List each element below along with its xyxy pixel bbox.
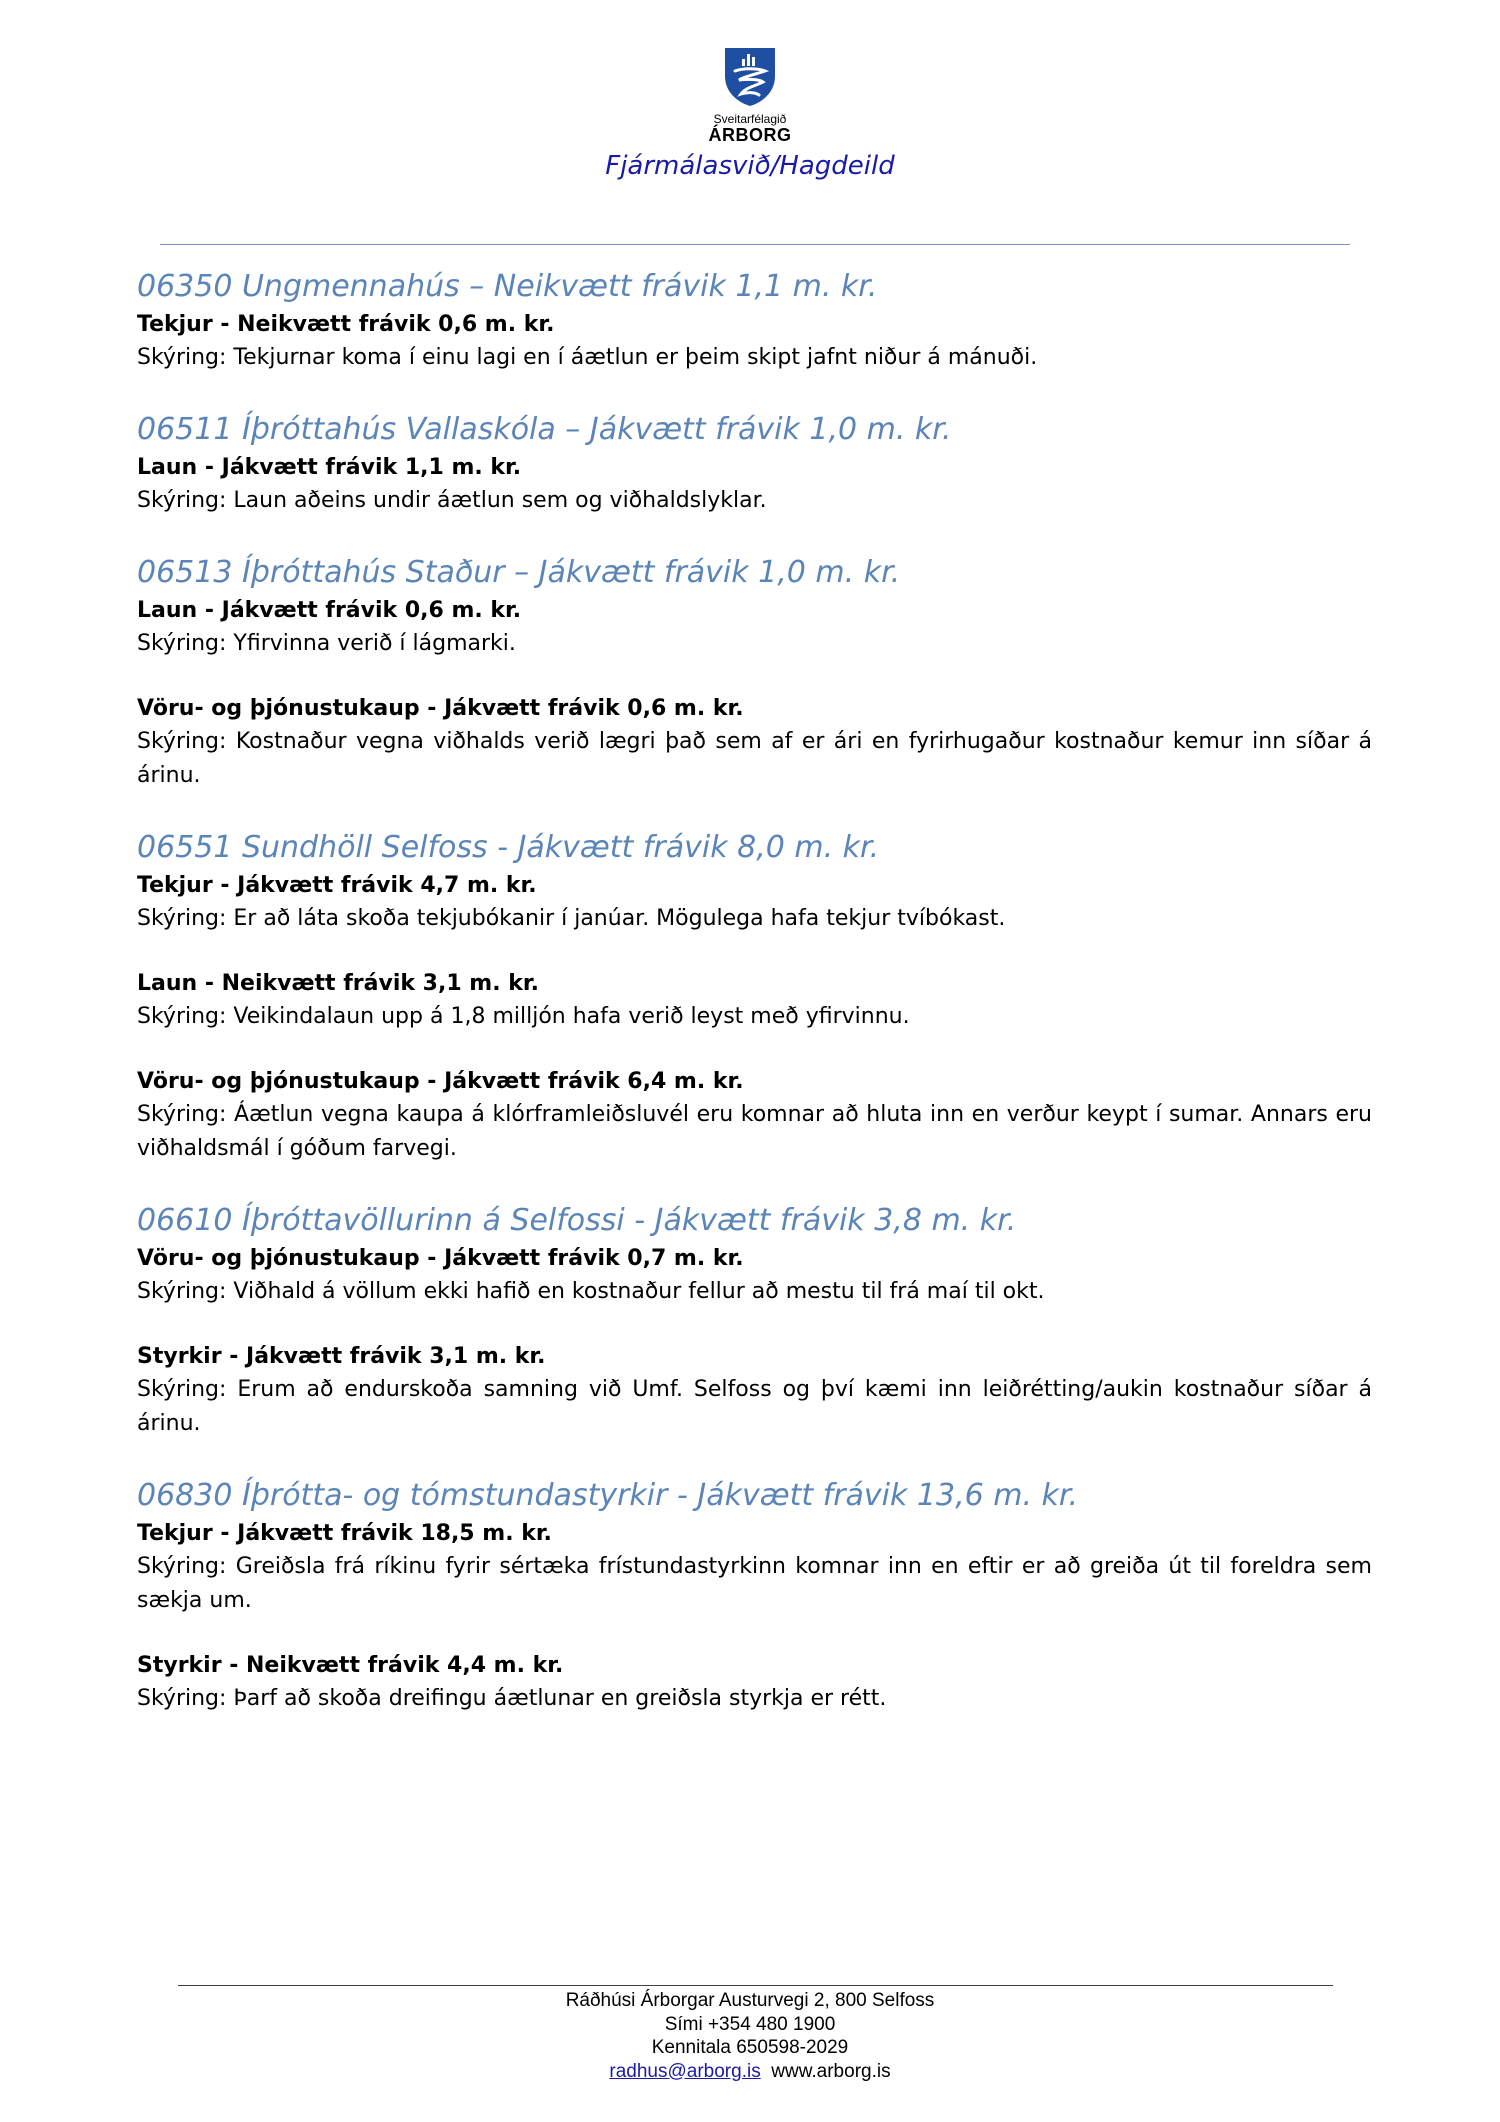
variance-explanation: Skýring: Er að láta skoða tekjubókanir í janúar. Mögulega hafa tekjur tvíbókast. (137, 906, 1006, 931)
variance-heading: Styrkir - Jákvætt frávik 3,1 m. kr. (137, 1344, 546, 1369)
variance-item (137, 869, 1372, 936)
variance-explanation: Skýring: Laun aðeins undir áætlun sem og viðhaldslyklar. (137, 488, 767, 513)
logo-title: ÁRBORG (708, 125, 792, 145)
header-divider (160, 244, 1350, 245)
section-title: 06511 Íþróttahús Vallaskóla – Jákvætt frávik 1,0 m. kr. (137, 412, 952, 447)
variance-heading: Vöru- og þjónustukaup - Jákvætt frávik 0,7 m. kr. (137, 1246, 744, 1271)
section-title: 06350 Ungmennahús – Neikvætt frávik 1,1 m. kr. (137, 269, 878, 304)
section-title: 06830 Íþrótta- og tómstundastyrkir - Jákvætt frávik 13,6 m. kr. (137, 1478, 1079, 1513)
variance-explanation: Skýring: Viðhald á völlum ekki hafið en kostnaður fellur að mestu til frá maí til okt. (137, 1279, 1045, 1304)
report-section (137, 829, 1372, 1166)
variance-heading: Vöru- og þjónustukaup - Jákvætt frávik 6,4 m. kr. (137, 1069, 744, 1094)
variance-explanation: Skýring: Þarf að skoða dreifingu áætlunar en greiðsla styrkja er rétt. (137, 1686, 887, 1711)
report-section (137, 554, 1372, 793)
report-section (137, 1477, 1372, 1716)
variance-heading: Tekjur - Jákvætt frávik 18,5 m. kr. (137, 1521, 552, 1546)
variance-heading: Tekjur - Jákvætt frávik 4,7 m. kr. (137, 873, 537, 898)
footer-kennitala: Kennitala 650598-2029 (651, 2037, 849, 2058)
variance-explanation: Skýring: Áætlun vegna kaupa á klórframleiðsluvél eru komnar að hluta inn en verður keypt í sumar. Annars eru viðhaldsmál í góðum farvegi. (137, 1102, 1372, 1161)
variance-heading: Tekjur - Neikvætt frávik 0,6 m. kr. (137, 312, 555, 337)
variance-item (137, 1517, 1372, 1618)
section-title: 06513 Íþróttahús Staður – Jákvætt frávik 1,0 m. kr. (137, 555, 901, 590)
footer-address: Ráðhúsi Árborgar Austurvegi 2, 800 Selfoss (565, 1990, 935, 2011)
variance-heading: Laun - Neikvætt frávik 3,1 m. kr. (137, 971, 539, 996)
page-header (0, 46, 1500, 181)
footer-email-link[interactable]: radhus@arborg.is (609, 2060, 761, 2082)
variance-item (137, 1649, 1372, 1716)
report-section (137, 268, 1372, 375)
variance-explanation: Skýring: Veikindalaun upp á 1,8 milljón hafa verið leyst með yfirvinnu. (137, 1004, 910, 1029)
variance-heading: Laun - Jákvætt frávik 1,1 m. kr. (137, 455, 522, 480)
page-footer (0, 1989, 1500, 2083)
section-title: 06551 Sundhöll Selfoss - Jákvætt frávik 8,0 m. kr. (137, 830, 880, 865)
variance-item (137, 967, 1372, 1034)
variance-item (137, 1340, 1372, 1441)
variance-explanation: Skýring: Greiðsla frá ríkinu fyrir sértæka frístundastyrkinn komnar inn en eftir er að greiða út til foreldra sem sækja um. (137, 1554, 1372, 1613)
footer-phone: Sími +354 480 1900 (664, 2013, 836, 2035)
footer-contact (0, 2060, 1500, 2084)
arborg-crest-icon (723, 46, 777, 108)
variance-item (137, 451, 1372, 518)
department-title: Fjármálasvið/Hagdeild (605, 151, 895, 181)
footer-website: www.arborg.is (771, 2060, 891, 2082)
variance-item (137, 1242, 1372, 1309)
variance-explanation: Skýring: Erum að endurskoða samning við Umf. Selfoss og því kæmi inn leiðrétting/aukin kostnaður síðar á árinu. (137, 1377, 1372, 1436)
variance-item (137, 1065, 1372, 1166)
report-section (137, 411, 1372, 518)
variance-heading: Laun - Jákvætt frávik 0,6 m. kr. (137, 598, 522, 623)
variance-item (137, 308, 1372, 375)
footer-divider (178, 1985, 1333, 1986)
variance-item (137, 594, 1372, 661)
report-body (137, 268, 1372, 1752)
variance-explanation: Skýring: Yfirvinna verið í lágmarki. (137, 631, 516, 656)
variance-item (137, 692, 1372, 793)
variance-explanation: Skýring: Kostnaður vegna viðhalds verið lægri það sem af er ári en fyrirhugaður kostnaður kemur inn síðar á árinu. (137, 729, 1372, 788)
variance-explanation: Skýring: Tekjurnar koma í einu lagi en í áætlun er þeim skipt jafnt niður á mánuði. (137, 345, 1038, 370)
variance-heading: Styrkir - Neikvætt frávik 4,4 m. kr. (137, 1653, 564, 1678)
variance-heading: Vöru- og þjónustukaup - Jákvætt frávik 0,6 m. kr. (137, 696, 744, 721)
report-section (137, 1202, 1372, 1441)
logo-subtitle: Sveitarfélagið (713, 112, 787, 126)
section-title: 06610 Íþróttavöllurinn á Selfossi - Jákvætt frávik 3,8 m. kr. (137, 1203, 1017, 1238)
